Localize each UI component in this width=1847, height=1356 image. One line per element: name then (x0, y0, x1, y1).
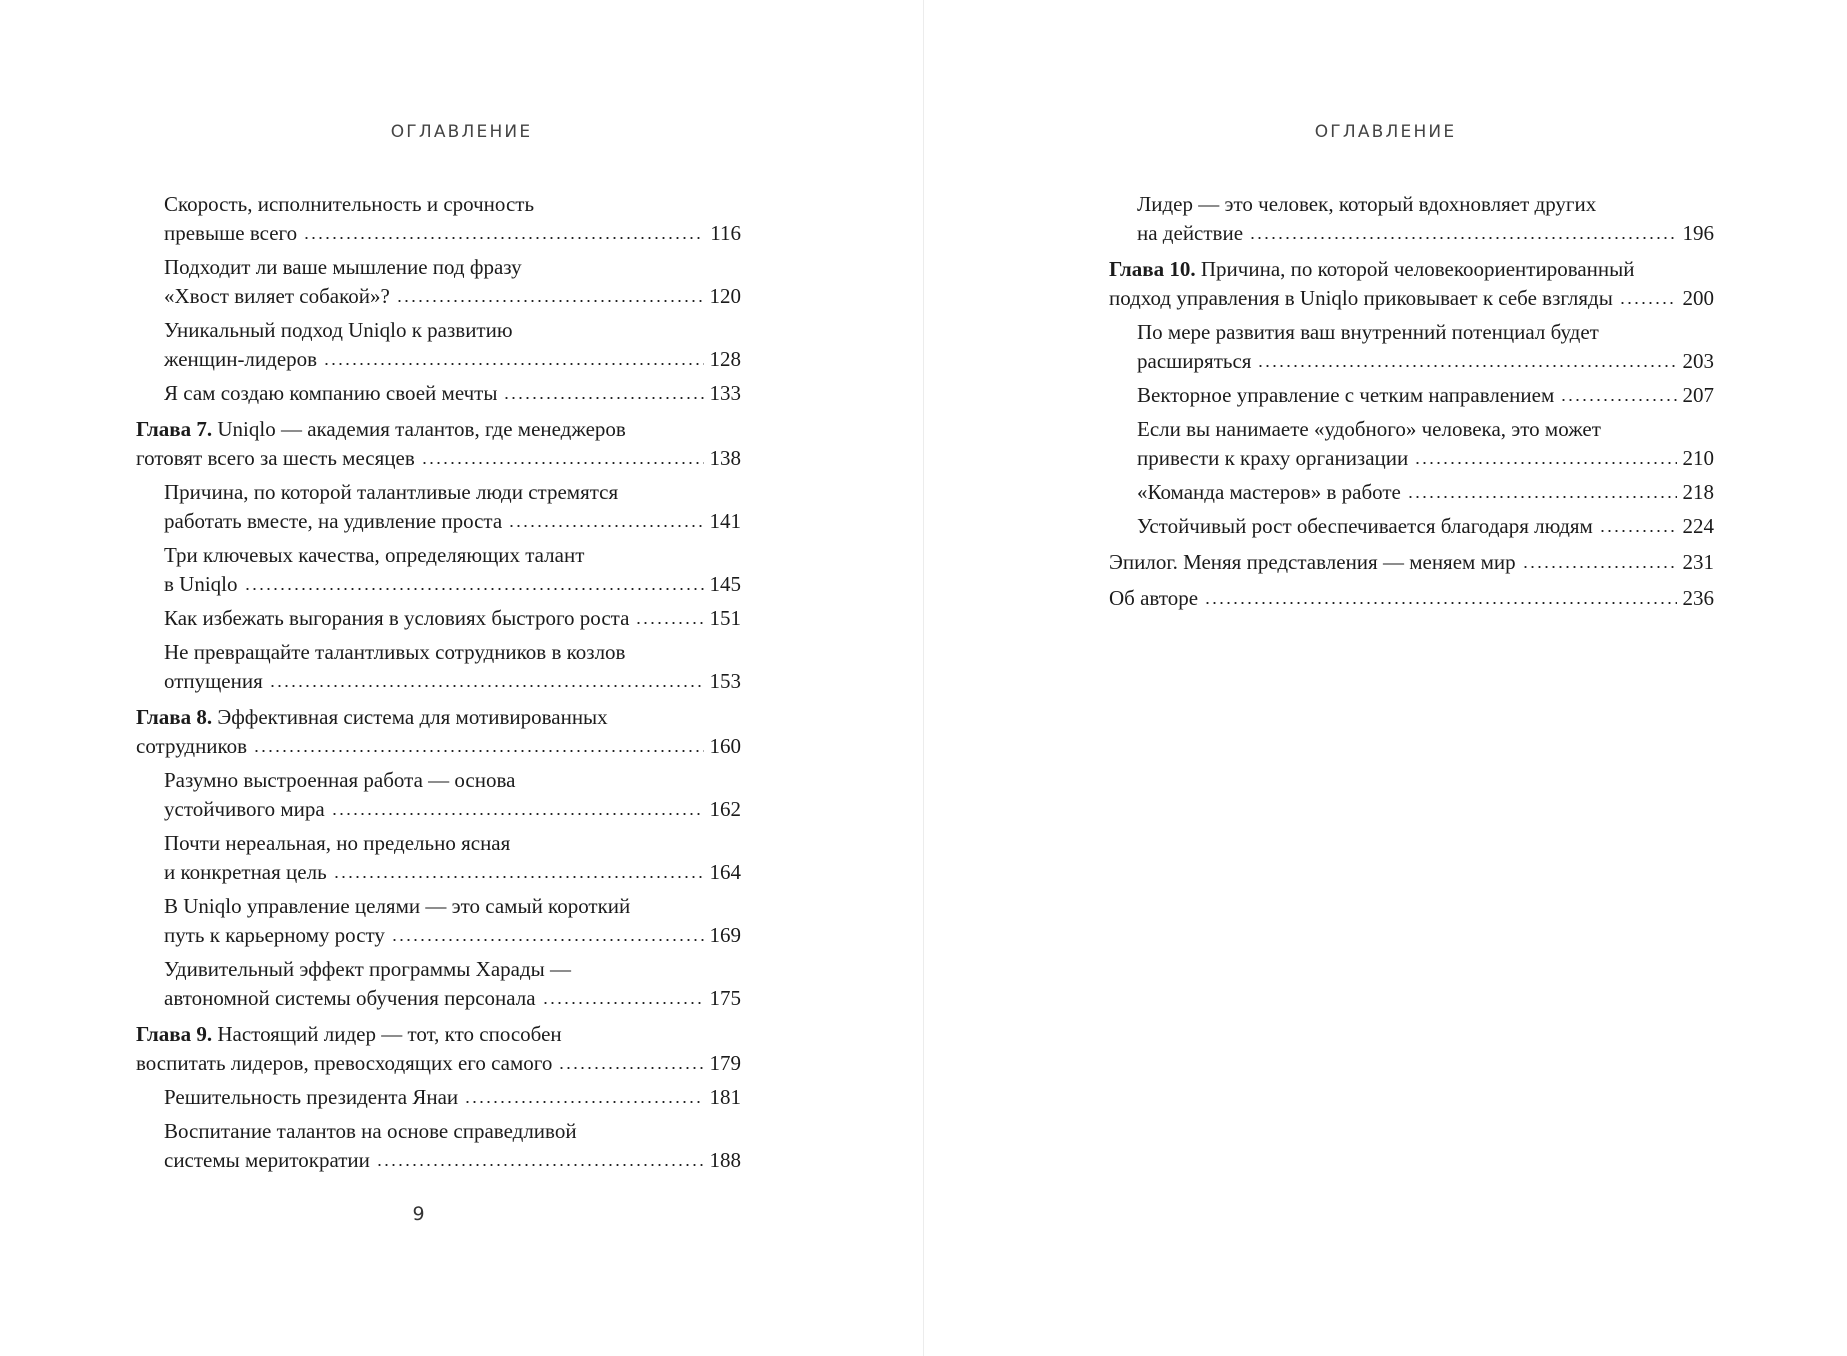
entry-text: путь к карьерному росту (164, 923, 385, 947)
entry-text: в Uniqlo (164, 572, 238, 596)
page-number: 164 (709, 860, 741, 884)
chapter-label: Глава 10. (1109, 257, 1196, 281)
dot-leader (464, 1100, 703, 1104)
page-number: 188 (709, 1148, 741, 1172)
entry-text: Подходит ли ваше мышление под фразу (164, 255, 522, 279)
page-number: 133 (709, 381, 741, 405)
dot-leader (421, 461, 704, 465)
toc-entry (1109, 415, 1714, 473)
entry-text: Скорость, исполнительность и срочность (164, 192, 535, 216)
entry-text: Эффективная система для мотивированных (212, 705, 608, 729)
entry-text: Векторное управление с четким направлением (1137, 383, 1555, 407)
toc-entry (1109, 478, 1714, 507)
entry-text: Причина, по которой человекоориентированный (1195, 257, 1635, 281)
dot-leader (331, 812, 704, 816)
toc-entry (136, 892, 741, 950)
toc-entry (1109, 512, 1714, 541)
dot-leader (333, 875, 704, 879)
toc-about-author (1109, 584, 1714, 613)
dot-leader (1522, 565, 1677, 569)
entry-text: Если вы нанимаете «удобного» человека, это может (1137, 417, 1601, 441)
entry-text: Эпилог. Меняя представления — меняем мир (1109, 550, 1516, 574)
toc-epilogue (1109, 548, 1714, 577)
page-number: 160 (709, 734, 741, 758)
toc-chapter (136, 415, 741, 473)
left-page (0, 0, 923, 1356)
dot-leader (1619, 301, 1677, 305)
entry-text: на действие (1137, 221, 1244, 245)
page-number: 236 (1682, 586, 1714, 610)
toc-entry (136, 316, 741, 374)
page-number: 218 (1682, 480, 1714, 504)
toc-entry (136, 253, 741, 311)
toc-entry (136, 379, 741, 408)
toc-entry (136, 955, 741, 1013)
right-page (924, 0, 1847, 1356)
toc-entry (136, 638, 741, 696)
page-number: 153 (709, 669, 741, 693)
dot-leader (1599, 529, 1677, 533)
dot-leader (1204, 601, 1676, 605)
entry-text: женщин-лидеров (164, 347, 318, 371)
toc-list (1109, 190, 1714, 620)
page-number: 141 (709, 509, 741, 533)
entry-text: автономной системы обучения персонала (164, 986, 536, 1010)
toc-entry (1109, 190, 1714, 248)
dot-leader (558, 1066, 703, 1070)
page-number: 116 (710, 221, 741, 245)
entry-text: Разумно выстроенная работа — основа (164, 768, 516, 792)
entry-text: В Uniqlo управление целями — это самый короткий (164, 894, 631, 918)
entry-text: Удивительный эффект программы Харады — (164, 957, 572, 981)
page-number: 224 (1682, 514, 1714, 538)
entry-text: По мере развития ваш внутренний потенциал будет (1137, 320, 1599, 344)
dot-leader (376, 1163, 704, 1167)
toc-chapter (136, 1020, 741, 1078)
page-number: 151 (709, 606, 741, 630)
dot-leader (1407, 495, 1677, 499)
page-number: 162 (709, 797, 741, 821)
toc-list (136, 190, 741, 1180)
page-number: 145 (709, 572, 741, 596)
entry-text: Об авторе (1109, 586, 1199, 610)
toc-entry (136, 1083, 741, 1112)
dot-leader (253, 749, 703, 753)
dot-leader (542, 1001, 704, 1005)
entry-text: устойчивого мира (164, 797, 325, 821)
entry-text: Uniqlo — академия талантов, где менеджеров (212, 417, 626, 441)
entry-text: превыше всего (164, 221, 298, 245)
chapter-label: Глава 8. (136, 705, 213, 729)
page-number: 231 (1682, 550, 1714, 574)
dot-leader (244, 587, 704, 591)
page-number: 196 (1682, 221, 1714, 245)
page-number: 207 (1682, 383, 1714, 407)
running-head: ОГЛАВЛЕНИЕ (1314, 122, 1457, 142)
dot-leader (1560, 398, 1676, 402)
chapter-label: Глава 7. (136, 417, 213, 441)
toc-entry (136, 478, 741, 536)
dot-leader (503, 396, 703, 400)
toc-entry (1109, 318, 1714, 376)
dot-leader (508, 524, 703, 528)
chapter-label: Глава 9. (136, 1022, 213, 1046)
entry-text: системы меритократии (164, 1148, 370, 1172)
toc-entry (136, 190, 741, 248)
dot-leader (1249, 236, 1676, 240)
entry-text: сотрудников (136, 734, 248, 758)
toc-entry (136, 541, 741, 599)
page-number: 210 (1682, 446, 1714, 470)
page-number: 175 (709, 986, 741, 1010)
toc-chapter (136, 703, 741, 761)
entry-text: готовят всего за шесть месяцев (136, 446, 415, 470)
entry-text: работать вместе, на удивление проста (164, 509, 503, 533)
toc-entry (136, 766, 741, 824)
entry-text: Почти нереальная, но предельно ясная (164, 831, 511, 855)
entry-text: отпущения (164, 669, 263, 693)
toc-entry (1109, 381, 1714, 410)
entry-text: Как избежать выгорания в условиях быстрого роста (164, 606, 630, 630)
toc-entry (136, 829, 741, 887)
page-number: 169 (709, 923, 741, 947)
dot-leader (303, 236, 704, 240)
entry-text: и конкретная цель (164, 860, 327, 884)
dot-leader (269, 684, 704, 688)
page-number: 138 (709, 446, 741, 470)
entry-text: «Команда мастеров» в работе (1137, 480, 1401, 504)
dot-leader (635, 621, 703, 625)
entry-text: воспитать лидеров, превосходящих его самого (136, 1051, 553, 1075)
page-number: 179 (709, 1051, 741, 1075)
entry-text: Устойчивый рост обеспечивается благодаря людям (1137, 514, 1593, 538)
entry-text: Не превращайте талантливых сотрудников в козлов (164, 640, 626, 664)
entry-text: Я сам создаю компанию своей мечты (164, 381, 498, 405)
page-number: 203 (1682, 349, 1714, 373)
entry-text: расширяться (1137, 349, 1252, 373)
dot-leader (1414, 461, 1676, 465)
entry-text: привести к краху организации (1137, 446, 1409, 470)
entry-text: Настоящий лидер — тот, кто способен (212, 1022, 562, 1046)
entry-text: Уникальный подход Uniqlo к развитию (164, 318, 513, 342)
page-number: 200 (1682, 286, 1714, 310)
entry-text: Три ключевых качества, определяющих талант (164, 543, 585, 567)
toc-entry (136, 1117, 741, 1175)
toc-entry (136, 604, 741, 633)
entry-text: «Хвост виляет собакой»? (164, 284, 390, 308)
page-number: 181 (709, 1085, 741, 1109)
entry-text: Лидер — это человек, который вдохновляет других (1137, 192, 1597, 216)
entry-text: Причина, по которой талантливые люди стремятся (164, 480, 619, 504)
page-number: 128 (709, 347, 741, 371)
dot-leader (323, 362, 703, 366)
running-head: ОГЛАВЛЕНИЕ (390, 122, 533, 142)
entry-text: подход управления в Uniqlo приковывает к себе взгляды (1109, 286, 1613, 310)
toc-chapter (1109, 255, 1714, 313)
dot-leader (391, 938, 704, 942)
page-number-folio: 9 (412, 1203, 425, 1225)
dot-leader (396, 299, 704, 303)
entry-text: Воспитание талантов на основе справедливой (164, 1119, 577, 1143)
page-number: 120 (709, 284, 741, 308)
dot-leader (1257, 364, 1676, 368)
entry-text: Решительность президента Янаи (164, 1085, 459, 1109)
